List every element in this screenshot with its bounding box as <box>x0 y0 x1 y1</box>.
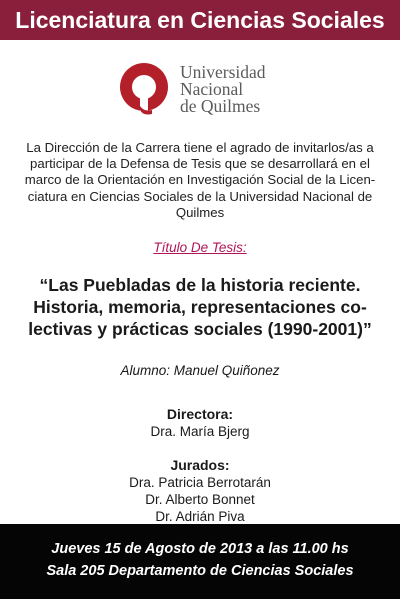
invitation-text <box>10 140 390 221</box>
thesis-label: Título De Tesis: <box>153 240 247 255</box>
university-logo <box>116 58 306 118</box>
directora-name: Dra. María Bjerg <box>150 424 250 439</box>
event-footer <box>0 524 400 599</box>
intro-line: participar de la Defensa de Tesis que se desarrollará en el <box>30 156 370 172</box>
thesis-title <box>18 274 382 340</box>
thesis-title-line: Historia, memoria, representaciones co- <box>33 297 367 317</box>
university-q-logo-icon <box>116 60 172 116</box>
page-header <box>0 0 400 40</box>
thesis-title-line: lectivas y prácticas sociales (1990-2001)” <box>28 319 372 339</box>
jurado-name: Dra. Patricia Berrotarán <box>129 475 271 490</box>
event-date: Jueves 15 de Agosto de 2013 a las 11.00 hs <box>51 541 349 557</box>
logo-line-2: Nacional <box>180 79 244 99</box>
jurado-name: Dr. Alberto Bonnet <box>145 492 255 507</box>
student-name: Alumno: Manuel Quiñonez <box>120 363 280 378</box>
logo-text <box>180 64 266 115</box>
logo-line-1: Universidad <box>180 62 266 82</box>
thesis-title-line: “Las Puebladas de la historia reciente. <box>39 275 361 295</box>
intro-line: ciatura en Ciencias Sociales de la Universidad Nacional de <box>27 188 373 204</box>
event-location: Sala 205 Departamento de Ciencias Sociales <box>46 563 354 579</box>
jurados-title: Jurados: <box>170 457 230 473</box>
logo-line-3: de Quilmes <box>180 96 261 116</box>
intro-line: Quilmes <box>175 204 225 220</box>
intro-line: La Dirección de la Carrera tiene el agrado de invitarlos/as a <box>26 140 374 155</box>
header-title: Licenciatura en Ciencias Sociales <box>15 7 385 33</box>
intro-line: marco de la Orientación en Investigación Social de la Licen- <box>24 172 376 188</box>
directora-title: Directora: <box>166 406 234 422</box>
jurado-name: Dr. Adrián Piva <box>155 509 245 524</box>
